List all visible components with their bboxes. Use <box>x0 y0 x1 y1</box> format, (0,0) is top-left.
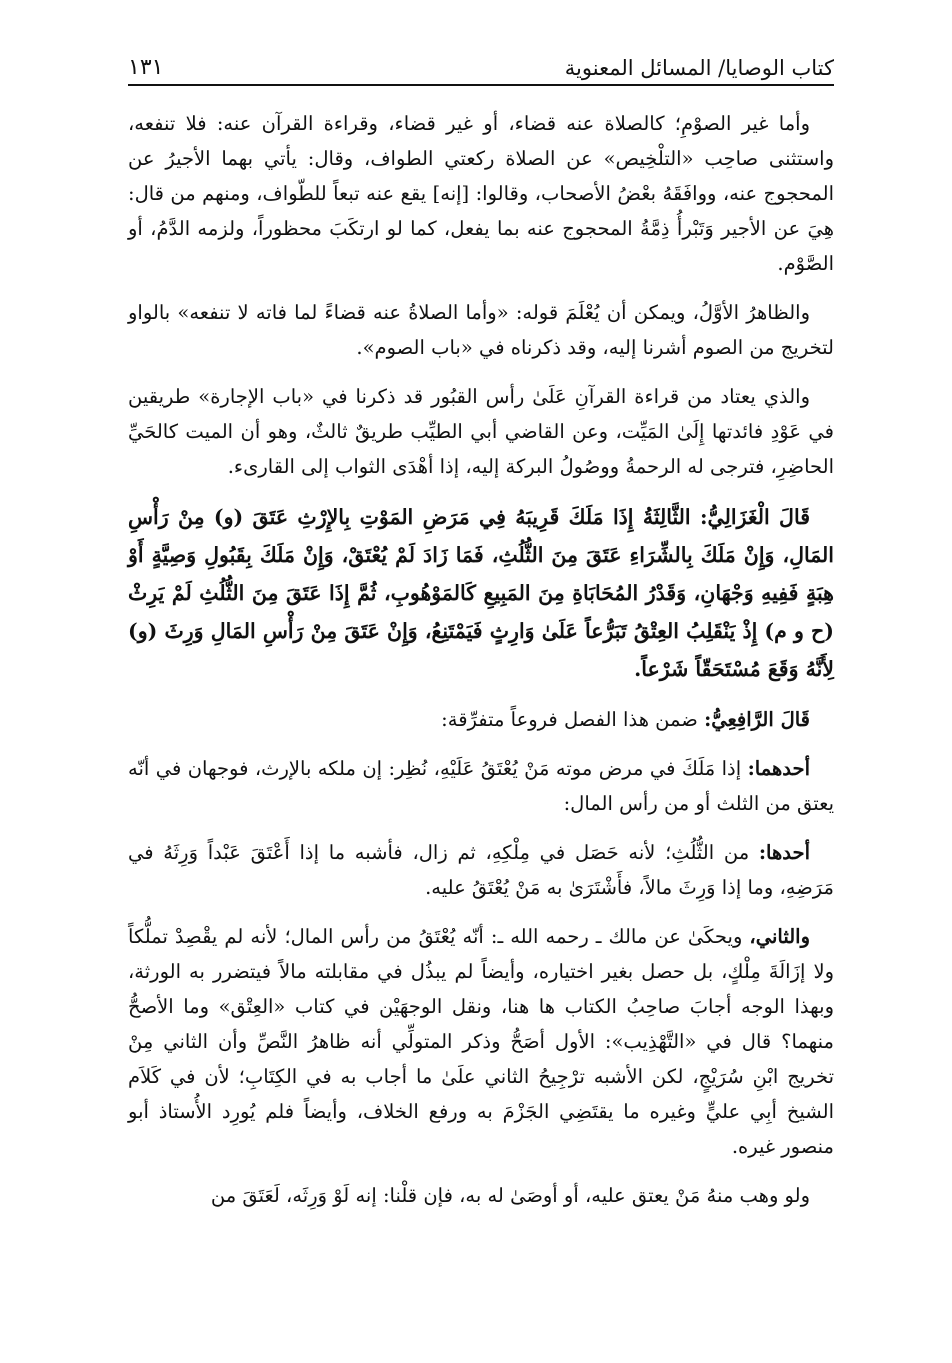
paragraph-lead: قَالَ الرَّافِعِيُّ: <box>704 708 810 731</box>
paragraph-first-view <box>128 835 834 905</box>
paragraph-text: وأما غير الصوْمِ؛ كالصلاة عنه قضاء، أو غير قضاء، وقراءة القرآن عنه: فلا تنفعه، واستثنى صاحِب «التلْخِيص» عن الصلاة ركعتي الطواف، وقال: يأتي بهما الأجيرُ عن المحجوج عنه، ووافَقَهُ بعْضُ الأصحاب، وقالوا: [إنه] يقع عنه تبعاً للطّواف، ومنهم من قال: هِيَ عن الأجير وَتَبْرأُ ذِمَّةُ المحجوج عنه بما يفعل، كما لو ارتكَبَ محظوراً، ولزمه الدَّمُ، أو الصَّوْم. <box>128 112 834 275</box>
paragraph-lead: أحدهما: <box>747 757 810 780</box>
paragraph-2 <box>128 295 834 365</box>
quoted-matn-ghazali <box>128 498 834 688</box>
paragraph-text: إذا مَلَكَ في مرض موته مَنْ يُعْتَقُ عَلَيْهِ، نُظِر: إن ملكه بالإرث، فوجهان في أنّه يعتق من الثلث أو من رأس المال: <box>128 757 834 815</box>
paragraph-lead: والثاني، <box>749 925 810 948</box>
paragraph-text: والظاهرُ الأوَّلُ، ويمكن أن يُعْلَمَ قوله: «وأما الصلاةُ عنه قضاءً لما فاته لا تنفعه» بالواو لتخريج من الصوم أشرنا إليه، وقد ذكرناه في «باب الصوم». <box>128 301 834 359</box>
paragraph-text: قَالَ الْغَزَالِيُّ: الثَّالِثَةُ إِذَا مَلَكَ قَرِيبَهُ فِي مَرَضِ المَوْتِ بِالإِرْثِ عَتَقَ (و) مِنْ رَأْسِ المَالِ، وَإِنْ مَلَكَ بِالشِّرَاءِ عَتَقَ مِنَ الثُّلُثِ، فَمَا زَادَ لَمْ يُعْتَقْ، وَإِنْ مَلَكَ بِقَبُولِ وَصِيَّةٍ أَوْ هِبَةٍ فَفِيهِ وَجْهَانِ، وَقَدْرُ المُحَابَاةِ مِنَ المَبِيعِ كَالمَوْهُوبِ، ثُمَّ إِذَا عَتَقَ مِنَ الثُّلُثِ لَمْ يَرِثْ (ح و م) إِذْ يَنْقَلِبُ العِتْقُ تَبَرُّعاً عَلَىٰ وَارِثٍ فَيَمْتَنِعُ، وَإِنْ عَتَقَ مِنْ رَأْسِ المَالِ وَرِثَ (و) لِأَنَّهُ وَقَعَ مُسْتَحَقّاً شَرْعاً. <box>128 505 834 681</box>
page-body <box>128 106 834 1213</box>
paragraph-rafii <box>128 702 834 737</box>
paragraph-text: من الثُّلُثِ؛ لأنه حَصَل في مِلْكِهِ، ثم زال، فأشبه ما إذا أَعْتَقَ عَبْداً وَرِثَهُ في مَرَضِهِ، وما إذا وَرِثَ مالاً، فأَشْتَرَىٰ به مَنْ يُعْتَقُ عليه. <box>128 841 834 899</box>
paragraph-first-case <box>128 751 834 821</box>
paragraph-second-view <box>128 919 834 1164</box>
paragraph-3 <box>128 379 834 484</box>
paragraph-text: ويحكَىٰ عن مالك ـ رحمه الله ـ: أنّه يُعْتَقُ من رأس المال؛ لأنه لم يقْصِدْ تملُّكاً ولا إزَالَةَ مِلْكٍ، بل حصل بغير اختياره، وأيضاً لم يبذُل في مقابلته مالاً فيتضرر به الورثة، وبهذا الوجه أجابَ صاحِبُ الكتاب ها هنا، ونقل الوجهَيْن في كتاب «العِتْق» وما الأصحُّ منهما؟ قال في «التَّهْذِيب»: الأول أصَحُّ وذكر المتولِّي أنه ظاهرُ النَّصِّ وأن الثاني مِنْ تخريج ابْنِ سُرَيْجٍ، لكن الأشبه ترْجِيحُ الثاني علَىٰ ما أجاب به في الكِتَابِ؛ لأن في كَلاَم الشيخ أبِي عليٍّ وغيره ما يقتَضِي الجَزْمَ به ورفع الخلاف، وأيضاً فلم يُورِد الأُستاذ أبو منصور غيره. <box>128 925 834 1158</box>
page-header <box>128 40 834 86</box>
page-number: ١٣١ <box>128 55 164 80</box>
running-title: كتاب الوصايا/ المسائل المعنوية <box>564 56 834 80</box>
paragraph-text: ولو وهب منهُ مَنْ يعتق عليه، أو أوصَىٰ له به، فإن قلْنا: إنه لَوْ وَرِثَه، لَعَتَقَ من <box>210 1184 810 1207</box>
paragraph-last <box>128 1178 834 1213</box>
paragraph-lead: أحدها: <box>758 841 810 864</box>
paragraph-1 <box>128 106 834 281</box>
paragraph-text: والذي يعتاد من قراءة القرآنِ عَلَىٰ رأس القبُور قد ذكرنا في «باب الإجارة» طريقين في عَوْدِ فائدتها إِلَىٰ المَيِّت، وعن القاضي أبي الطيِّب طريقٌ ثالثٌ، وهو أن الميت كالحَيِّ الحاضِرِ، فترجى له الرحمةُ ووصُولُ البركة إليه، إذا أهْدَى الثواب إلى القارىء. <box>128 385 834 478</box>
paragraph-text: ضمن هذا الفصل فروعاً متفرِّقة: <box>441 708 698 731</box>
